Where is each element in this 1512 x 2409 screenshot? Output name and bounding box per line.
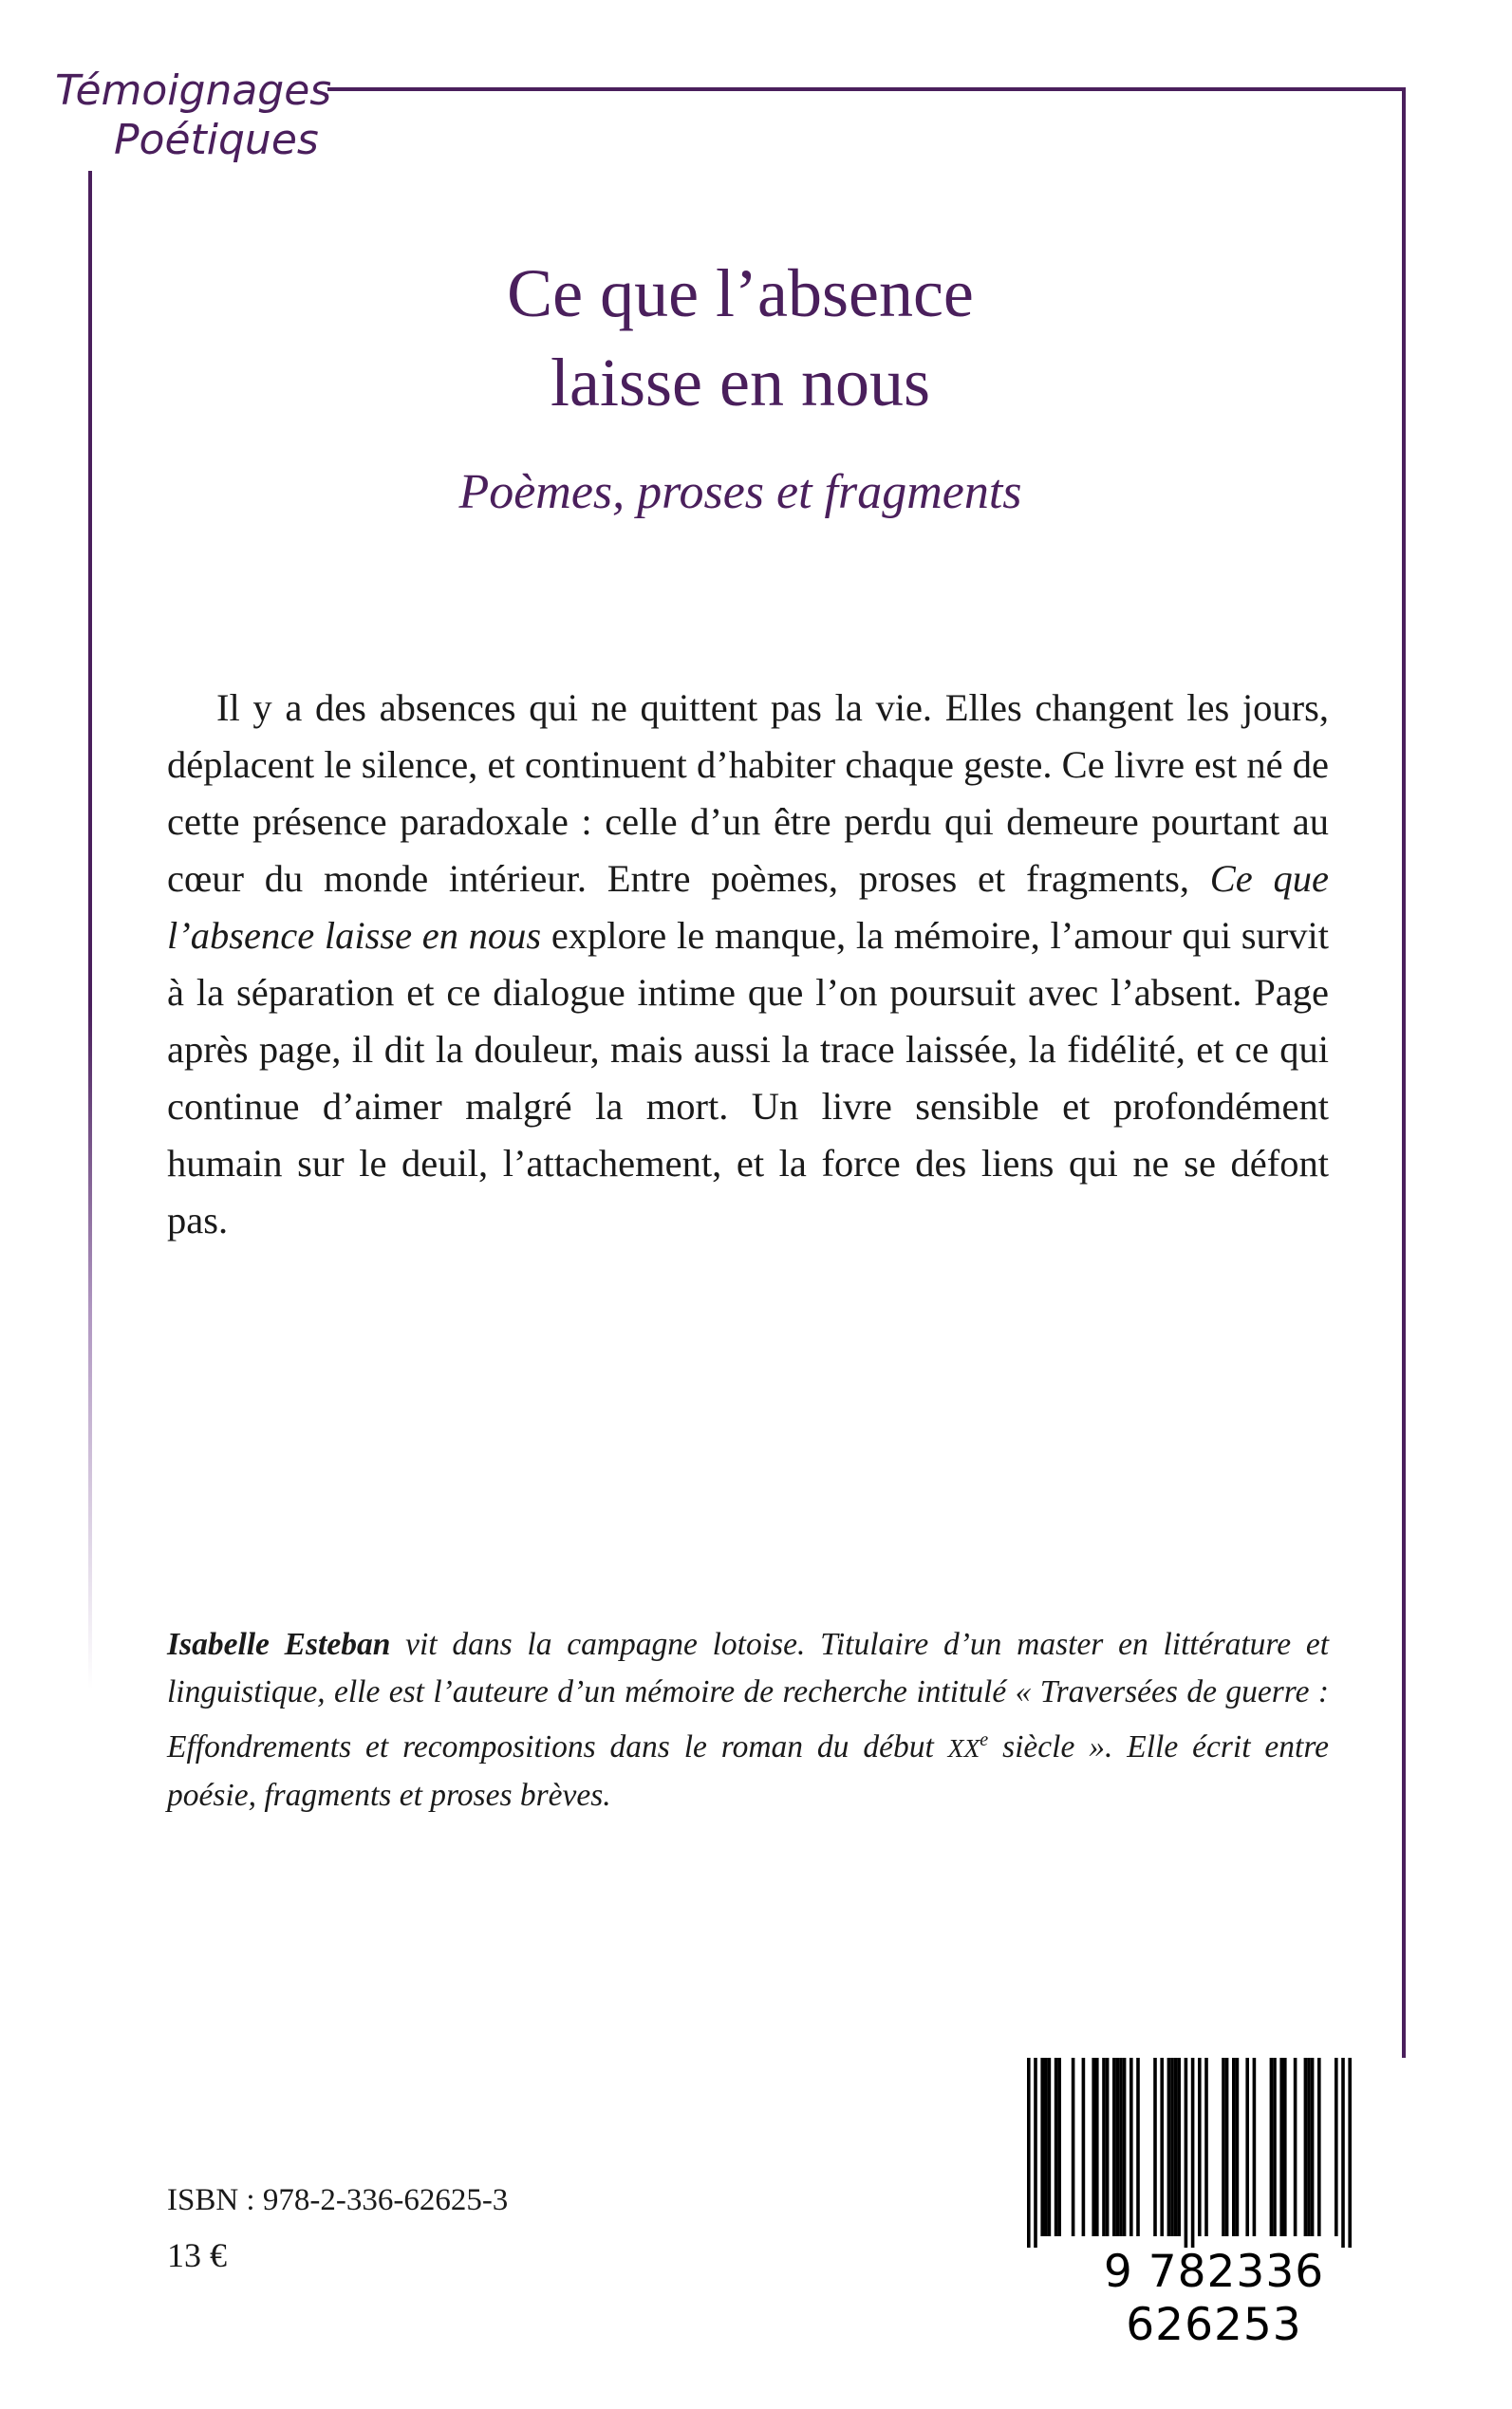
- bio-century-suffix: e: [980, 1729, 989, 1750]
- barcode-digits: 9 782336 626253: [1103, 2246, 1325, 2351]
- book-title: [285, 249, 1196, 427]
- barcode-bar: [1279, 2058, 1283, 2236]
- barcode-bar: [1044, 2058, 1048, 2236]
- barcode-bar: [1119, 2058, 1123, 2236]
- barcode-bar: [1236, 2058, 1240, 2236]
- barcode-bar: [1273, 2058, 1277, 2236]
- barcode-bar: [1311, 2058, 1315, 2236]
- barcode-bar: [1253, 2058, 1257, 2236]
- barcode-bar: [1307, 2058, 1311, 2236]
- barcode-bar: [1317, 2058, 1321, 2236]
- isbn-number: ISBN : 978-2-336-62625-3: [167, 2183, 509, 2217]
- barcode-bar: [1174, 2058, 1178, 2236]
- barcode-bar: [1106, 2058, 1110, 2236]
- barcode-bar: [1102, 2058, 1106, 2236]
- barcode-bar: [1027, 2058, 1031, 2248]
- barcode-bar: [1294, 2058, 1297, 2236]
- barcode-bar: [1123, 2058, 1127, 2236]
- barcode-bar: [1167, 2058, 1171, 2236]
- barcode-bar: [1225, 2058, 1229, 2236]
- barcode-bar: [1055, 2058, 1058, 2236]
- bio-text-part-1: vit dans la campagne lotoise. Titulaire d’un master en littérature et linguistique, elle est l’auteure d’un mémoire de recherche intitulé « Traversées de guerre : Effondrements et recompositions dans le roman du début: [167, 1627, 1329, 1765]
- book-title-line-1: Ce que l’absence: [507, 255, 974, 331]
- barcode-bar: [1082, 2058, 1086, 2236]
- barcode-bar: [1048, 2058, 1052, 2236]
- blurb-book-title: Ce que l’absence laisse en nous: [167, 857, 1329, 957]
- barcode-bar: [1112, 2058, 1116, 2236]
- barcode-bar: [1222, 2058, 1225, 2236]
- collection-line-2: Poétiques: [114, 116, 319, 164]
- frame-right-border: [1402, 87, 1406, 2062]
- author-name: Isabelle Esteban: [167, 1627, 391, 1662]
- barcode-bar: [1057, 2058, 1061, 2236]
- barcode-bar: [1034, 2058, 1037, 2248]
- barcode-bar: [1191, 2058, 1195, 2248]
- price: 13 €: [167, 2236, 227, 2274]
- barcode-bar: [1304, 2058, 1308, 2236]
- collection-name: [47, 66, 332, 165]
- barcode-bar: [1270, 2058, 1274, 2236]
- barcode-bar: [1198, 2058, 1202, 2236]
- barcode-bar: [1116, 2058, 1120, 2236]
- barcode-bar: [1177, 2058, 1181, 2236]
- bio-text-part-2: siècle ». Elle écrit entre poésie, fragments et proses brèves.: [167, 1729, 1329, 1814]
- barcode-bar: [1204, 2058, 1208, 2236]
- back-cover-blurb: [167, 680, 1329, 1249]
- frame-left-border: [88, 171, 92, 1690]
- book-title-line-2: laisse en nous: [551, 345, 930, 420]
- barcode-bar: [1072, 2058, 1075, 2236]
- barcode-bar: [1170, 2058, 1174, 2236]
- barcode-bar: [1335, 2058, 1338, 2236]
- collection-line-1: Témoignages: [55, 66, 332, 115]
- barcode-bars: [1021, 2058, 1407, 2248]
- barcode-bar: [1245, 2058, 1249, 2236]
- blurb-text-part-1: Il y a des absences qui ne quittent pas la vie. Elles changent les jours, déplacent le silence, et continuent d’habiter chaque geste. Ce livre est né de cette présence paradoxale : celle d’un être perdu qui demeure pourtant au cœur du monde intérieur. Entre poèmes, proses et fragments,: [167, 686, 1329, 900]
- barcode-bar: [1341, 2058, 1345, 2248]
- barcode-bar: [1185, 2058, 1188, 2248]
- barcode-bar: [1040, 2058, 1044, 2236]
- barcode-bar: [1136, 2058, 1140, 2236]
- book-subtitle: Poèmes, proses et fragments: [458, 465, 1022, 519]
- barcode-bar: [1129, 2058, 1133, 2236]
- barcode-bar: [1095, 2058, 1099, 2236]
- barcode-bar: [1283, 2058, 1287, 2236]
- frame-top-border: [327, 87, 1406, 91]
- barcode-bar: [1092, 2058, 1095, 2236]
- author-bio: [167, 1621, 1329, 1820]
- barcode-bar: [1348, 2058, 1352, 2248]
- blurb-text-part-2: explore le manque, la mémoire, l’amour qui survit à la séparation et ce dialogue intime que l’on poursuit avec l’absent. Page après page, il dit la douleur, mais aussi la trace laissée, la fidélité, et ce qui continue d’aimer malgré la mort. Un livre sensible et profondément humain sur le deuil, l’attachement, et la force des liens qui ne se défont pas.: [167, 914, 1329, 1242]
- bio-century: XX: [947, 1734, 980, 1764]
- barcode-bar: [1153, 2058, 1157, 2236]
- barcode-bar: [1160, 2058, 1164, 2236]
- barcode: [1021, 2058, 1407, 2351]
- barcode-bar: [1232, 2058, 1236, 2236]
